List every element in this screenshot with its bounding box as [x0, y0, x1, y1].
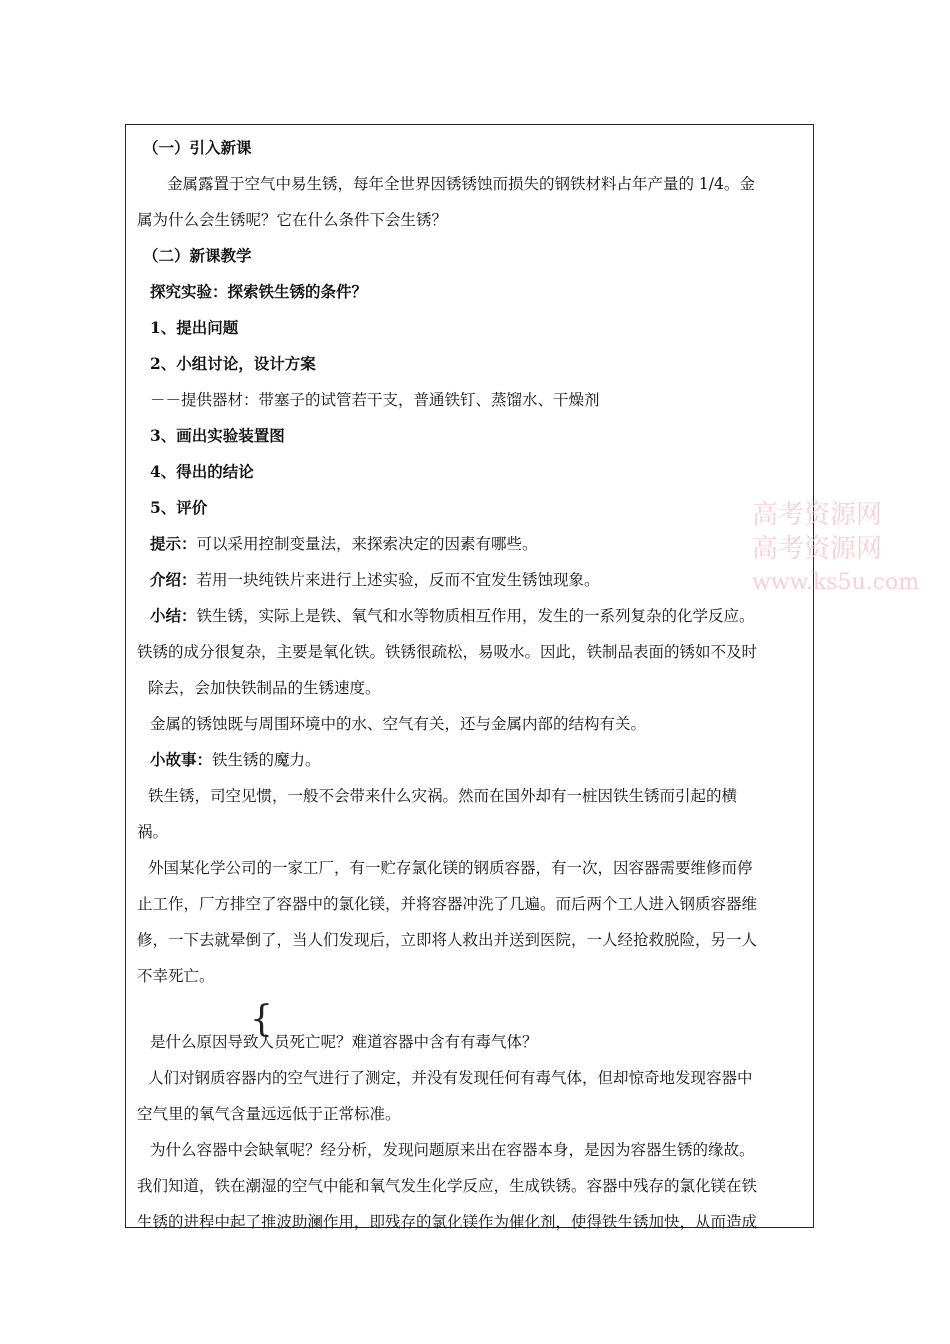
watermark-line-1: 高考资源网: [752, 500, 883, 530]
brace-mark: {: [250, 999, 273, 1040]
text-line: [137, 642, 757, 662]
text-line: [137, 894, 757, 914]
watermark-line-3: www.ks5u.com: [752, 570, 920, 595]
line-text: 属为什么会生锈呢？它在什么条件下会生锈？: [137, 211, 448, 229]
line-label: 提示：: [150, 534, 197, 553]
text-line: [150, 498, 207, 518]
text-line: [150, 570, 600, 590]
line-text: 2、小组讨论，设计方案: [150, 354, 316, 373]
text-line: [148, 678, 381, 698]
line-text: 铁生锈，实际上是铁、氧气和水等物质相互作用，发生的一系列复杂的化学反应。: [196, 607, 755, 625]
text-line: [150, 714, 646, 734]
text-line: [150, 606, 755, 626]
line-label: 介绍：: [150, 570, 197, 589]
line-text: 人们对钢质容器内的空气进行了测定，并没有发现任何有毒气体，但却惊奇地发现容器中: [148, 1069, 753, 1087]
line-text: 铁锈的成分很复杂，主要是氧化铁。铁锈很疏松，易吸水。因此，铁制品表面的锈如不及时: [137, 643, 758, 661]
text-line: [150, 426, 285, 446]
watermark-line-2: 高考资源网: [752, 534, 883, 564]
watermark: [752, 498, 919, 600]
line-text: 4、得出的结论: [150, 462, 254, 481]
text-line: [137, 930, 757, 950]
line-text: 为什么容器中会缺氧呢？经分析，发现问题原来出在容器本身，是因为容器生锈的缘故。: [150, 1141, 755, 1159]
line-text: 铁生锈的魔力。: [212, 751, 321, 769]
line-text: 除去，会加快铁制品的生锈速度。: [148, 679, 381, 697]
text-line: [137, 1176, 757, 1196]
text-line: [148, 1068, 753, 1088]
line-text: 生锈的进程中起了推波助澜作用，即残存的氯化镁作为催化剂，使得铁生锈加快，从而造成: [137, 1213, 758, 1231]
text-line: [148, 858, 753, 878]
line-text: 金属露置于空气中易生锈，每年全世界因锈锈蚀而损失的钢铁材料占年产量的 1/4。金: [167, 175, 755, 193]
text-line: [150, 318, 238, 338]
text-line: [150, 534, 538, 554]
line-text: 祸。: [137, 823, 169, 841]
text-line: [143, 246, 252, 266]
text-line: [137, 1212, 757, 1232]
line-text: 外国某化学公司的一家工厂，有一贮存氯化镁的钢质容器，有一次，因容器需要维修而停: [148, 859, 753, 877]
line-text: （一）引入新课: [143, 138, 252, 157]
text-line: [150, 282, 367, 302]
line-text: 我们知道，铁在潮湿的空气中能和氧气发生化学反应，生成铁锈。容器中残存的氯化镁在铁: [137, 1177, 758, 1195]
line-text: 止工作，厂方排空了容器中的氯化镁，并将容器冲洗了几遍。而后两个工人进入钢质容器维: [137, 895, 758, 913]
text-line: [137, 210, 447, 230]
line-text: 探究实验：探索铁生锈的条件？: [150, 282, 368, 301]
line-text: 5、评价: [150, 498, 208, 517]
line-text: 空气里的氧气含量远远低于正常标准。: [137, 1105, 401, 1123]
line-label: 小结：: [150, 606, 197, 625]
text-line: [137, 966, 215, 986]
line-text: 若用一块纯铁片来进行上述实验，反而不宜发生锈蚀现象。: [196, 571, 600, 589]
text-line: [137, 1104, 401, 1124]
text-line: [150, 1032, 538, 1052]
line-label: 小故事：: [150, 750, 213, 769]
line-text: （二）新课教学: [143, 246, 252, 265]
line-text: 可以采用控制变量法，来探索决定的因素有哪些。: [196, 535, 538, 553]
text-line: [150, 462, 254, 482]
text-line: [143, 138, 252, 158]
line-text: 修，一下去就晕倒了，当人们发现后，立即将人救出并送到医院，一人经抢救脱险，另一人: [137, 931, 758, 949]
text-line: [150, 750, 321, 770]
text-line: [167, 174, 755, 194]
text-line: [148, 786, 737, 806]
text-line: [150, 1140, 755, 1160]
text-line: [150, 354, 316, 374]
text-line: [150, 390, 600, 410]
line-text: －－提供器材：带塞子的试管若干支，普通铁钉、蒸馏水、干燥剂: [150, 391, 600, 409]
line-text: 3、画出实验装置图: [150, 426, 285, 445]
text-line: [137, 822, 168, 842]
line-text: 是什么原因导致人员死亡呢？难道容器中含有有毒气体？: [150, 1033, 538, 1051]
line-text: 金属的锈蚀既与周围环境中的水、空气有关，还与金属内部的结构有关。: [150, 715, 647, 733]
line-text: 铁生锈，司空见惯，一般不会带来什么灾祸。然而在国外却有一桩因铁生锈而引起的横: [148, 787, 738, 805]
line-text: 1、提出问题: [150, 318, 239, 337]
line-text: 不幸死亡。: [137, 967, 215, 985]
